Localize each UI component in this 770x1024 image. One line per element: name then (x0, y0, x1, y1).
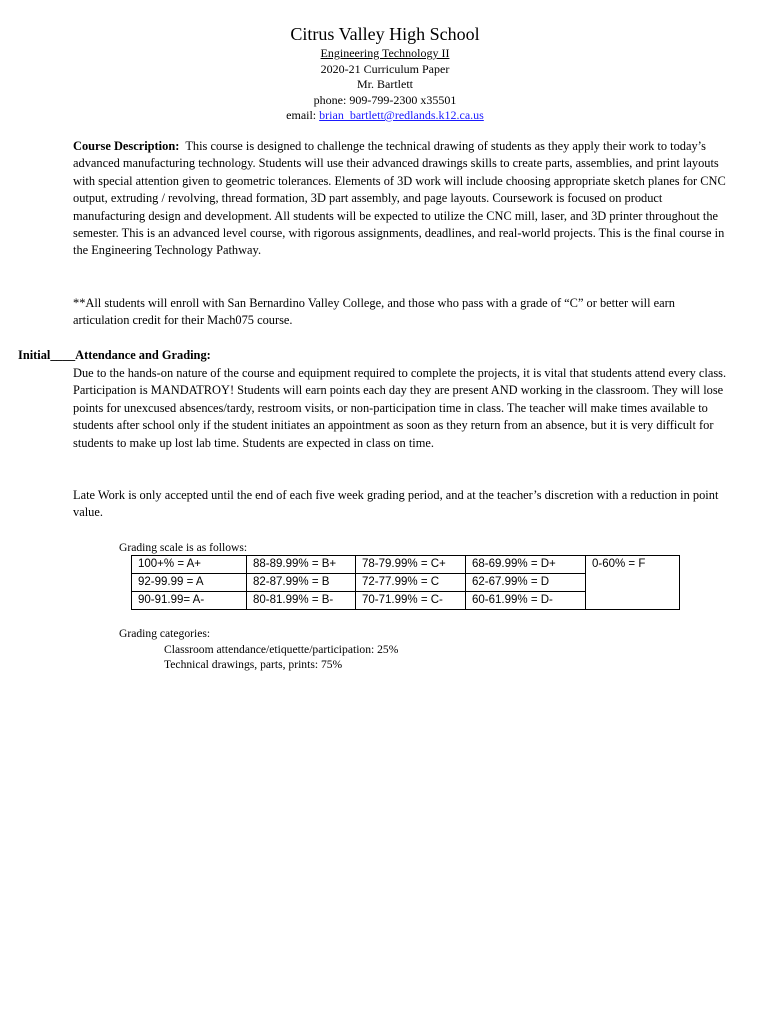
course-description-text: This course is designed to challenge the technical drawing of students as they apply their work to today’s advanced manufacturing technology. Students will use their advanced drawings skills to create parts, assemblies, and print layouts with special attention given to geometric tolerances. Elements of 3D work will include choosing appropriate sketch planes for CNC output, extruding / revolving, thread formation, 3D part assembly, and page layouts. Coursework is focused on product manufacturing design and development. All students will be expected to utilize the CNC mill, laser, and 3D printer throughout the semester. This is an advanced level course, with rigorous assignments, deadlines, and real-world projects. This is the final course in the Engineering Technology Pathway. (73, 139, 726, 258)
grade-cell: 60-61.99% = D- (466, 592, 586, 610)
course-description-label: Course Description: (73, 139, 180, 153)
grading-category-item: Technical drawings, parts, prints: 75% (164, 658, 343, 671)
grade-cell-f: 0-60% = F (586, 556, 680, 610)
grade-cell: 90-91.99= A- (132, 592, 247, 610)
course-description (73, 138, 733, 260)
grade-cell: 100+% = A+ (132, 556, 247, 574)
grade-cell: 80-81.99% = B- (247, 592, 356, 610)
grading-scale-label: Grading scale is as follows: (119, 541, 248, 554)
grade-cell: 82-87.99% = B (247, 574, 356, 592)
attendance-heading: Initial____Attendance and Grading: (18, 348, 211, 362)
email-link[interactable]: brian_bartlett@redlands.k12.ca.us (319, 108, 484, 122)
paper-title: 2020-21 Curriculum Paper (320, 61, 450, 76)
school-title: Citrus Valley High School (290, 24, 480, 44)
articulation-note: **All students will enroll with San Bernardino Valley College, and those who pass with a grade of “C” or better will earn articulation credit for their Mach075 course. (73, 296, 675, 328)
teacher-phone: phone: 909-799-2300 x35501 (313, 92, 457, 107)
grade-cell: 88-89.99% = B+ (247, 556, 356, 574)
grading-scale-table (131, 555, 680, 610)
grading-category-item: Classroom attendance/etiquette/participation: 25% (164, 643, 399, 656)
teacher-email-line (0, 108, 770, 124)
grade-cell: 78-79.99% = C+ (356, 556, 466, 574)
document-header (0, 22, 770, 124)
grade-cell: 62-67.99% = D (466, 574, 586, 592)
grade-cell: 92-99.99 = A (132, 574, 247, 592)
email-label: email: (286, 108, 320, 122)
teacher-name: Mr. Bartlett (357, 77, 413, 91)
grade-cell: 68-69.99% = D+ (466, 556, 586, 574)
late-work-policy: Late Work is only accepted until the end of each five week grading period, and at the teacher’s discretion with a reduction in point value. (73, 488, 719, 520)
table-row (132, 556, 680, 574)
attendance-text: Due to the hands-on nature of the course and equipment required to complete the projects, it is vital that students attend every class. Participation is MANDATROY! Students will earn points each day they are present AND working in the classroom. They will lose points for unexcused absences/tardy, restroom visits, or non-participation time in class. The teacher will make times available to students after school only if the student initiates an appointment as soon as they return from an absence, but it is very difficult for students to make up lost lab time. Students are expected in class on time. (73, 366, 727, 450)
grade-cell: 72-77.99% = C (356, 574, 466, 592)
grading-categories-label: Grading categories: (119, 627, 211, 640)
grade-cell: 70-71.99% = C- (356, 592, 466, 610)
course-name: Engineering Technology II (320, 46, 450, 60)
